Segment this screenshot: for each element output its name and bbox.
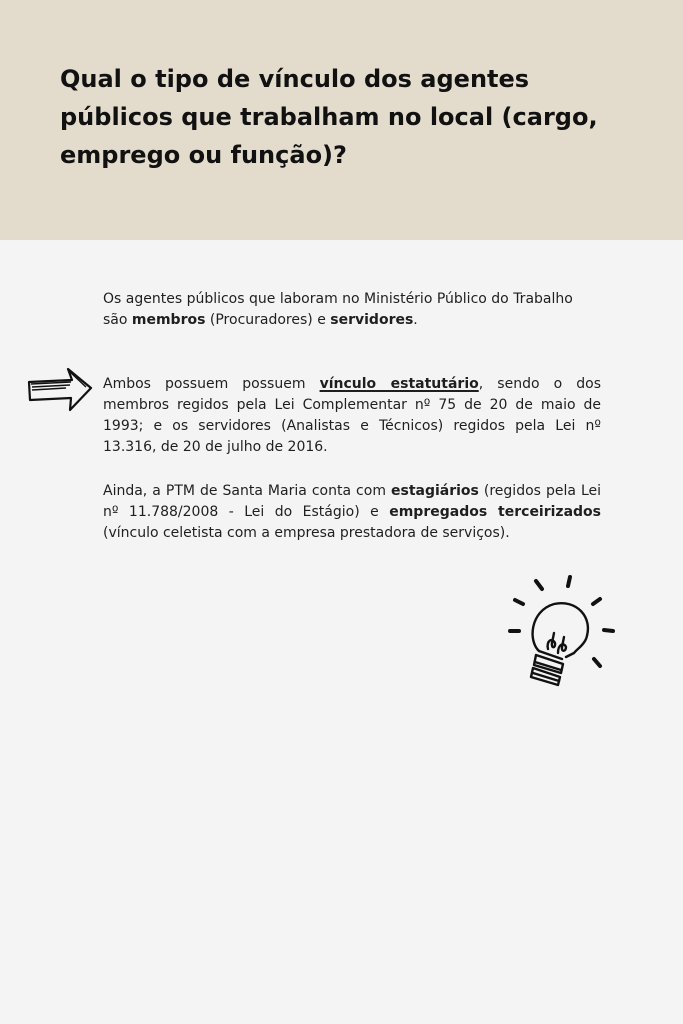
arrow-icon	[26, 366, 94, 414]
header-banner	[0, 0, 683, 240]
bold-servers: servidores	[330, 312, 414, 328]
lightbulb-icon	[506, 573, 622, 695]
paragraph-statutory: Ambos possuem possuem vínculo estatutário, sendo o dos membros regidos pela Lei Complementar nº 75 de 20 de maio de 1993; e os servidores (Analistas e Técnicos) regidos pela Lei nº 13.316, de 20 de julho de 2016.	[103, 376, 602, 455]
bold-interns: estagiários	[390, 483, 479, 499]
page-title: Qual o tipo de vínculo dos agentes públicos que trabalham no local (cargo, emprego ou função)?	[60, 65, 598, 169]
paragraph-interns: Ainda, a PTM de Santa Maria conta com estagiários (regidos pela Lei nº 11.788/2008 - Lei do Estágio) e empregados terceirizados (vínculo celetista com a empresa prestadora de serviços).	[103, 483, 602, 541]
bold-members: membros	[131, 312, 206, 328]
paragraph-agents: Os agentes públicos que laboram no Ministério Público do Trabalho são membros (Procuradores) e servidores.	[103, 291, 573, 328]
bold-statutory-bond: vínculo estatutário	[319, 376, 479, 392]
bold-outsourced: empregados terceirizados	[389, 504, 602, 520]
